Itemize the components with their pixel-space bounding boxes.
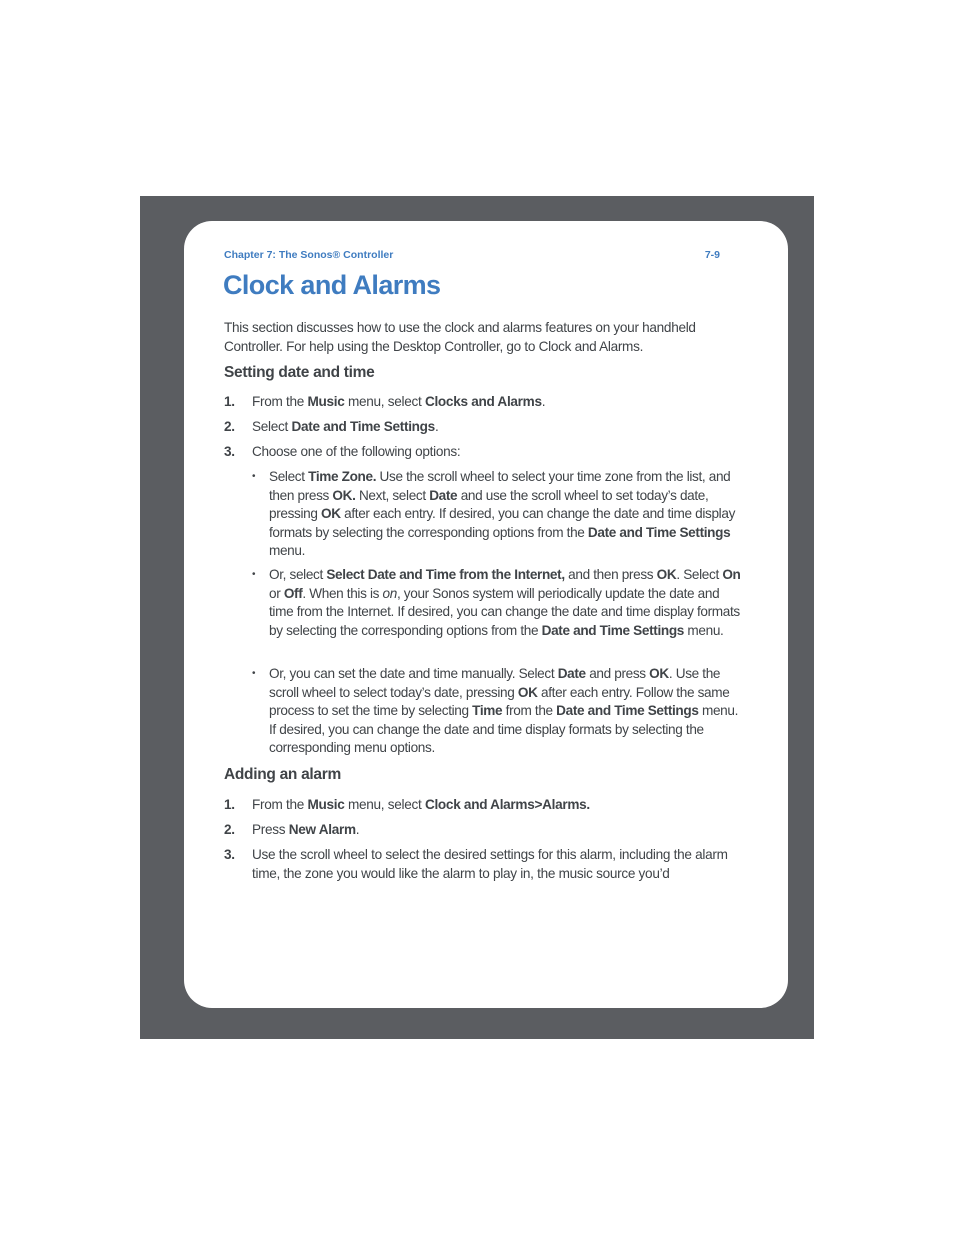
step-number: 3. [224,444,235,459]
heading-setting-date-time: Setting date and time [224,364,375,381]
bullet-text: Or, select Select Date and Time from the Internet, and then press OK. Select On or Off. When this is on, your Sonos system will periodically update the date and time from the Internet. If desired, you can change the date and time display formats by selecting the corresponding options from the Date and Time Settings menu. [269,567,741,638]
bullet-dot: • [252,471,256,482]
step-text: Use the scroll wheel to select the desired settings for this alarm, including the alarm time, the zone you would like the alarm to play in, the music source you’d [252,847,728,881]
heading-adding-alarm: Adding an alarm [224,766,341,783]
chapter-label: Chapter 7: The Sonos® Controller [224,249,394,261]
bullet-dot: • [252,668,256,679]
step-number: 2. [224,822,235,837]
bullet-text: Or, you can set the date and time manually. Select Date and press OK. Use the scroll wheel to select today’s date, pressing OK after each entry. Follow the same process to set the time by selecting Time from the Date and Time Settings menu. If desired, you can change the date and time display formats by selecting the corresponding menu options. [269,666,739,756]
bullet-dot: • [252,569,256,580]
step-text: From the Music menu, select Clocks and Alarms. [252,394,546,409]
step-text: Select Date and Time Settings. [252,419,439,434]
bullet-text: Select Time Zone. Use the scroll wheel to select your time zone from the list, and then press OK. Next, select Date and use the scroll wheel to set today’s date, pressing OK after each entry. If desired, you can change the date and time display formats by selecting the corresponding options from the Date and Time Settings menu. [269,469,736,559]
step-number: 1. [224,394,235,409]
running-header [224,249,720,261]
step-number: 1. [224,797,235,812]
step-text: Choose one of the following options: [252,444,461,459]
intro-paragraph: This section discusses how to use the clock and alarms features on your handheld Controller. For help using the Desktop Controller, go to Clock and Alarms. [224,320,696,354]
step-text: From the Music menu, select Clock and Alarms>Alarms. [252,797,590,812]
page-number: 7-9 [704,249,720,261]
page-title: Clock and Alarms [223,270,441,300]
step-number: 2. [224,419,235,434]
step-text: Press New Alarm. [252,822,360,837]
step-number: 3. [224,847,235,862]
